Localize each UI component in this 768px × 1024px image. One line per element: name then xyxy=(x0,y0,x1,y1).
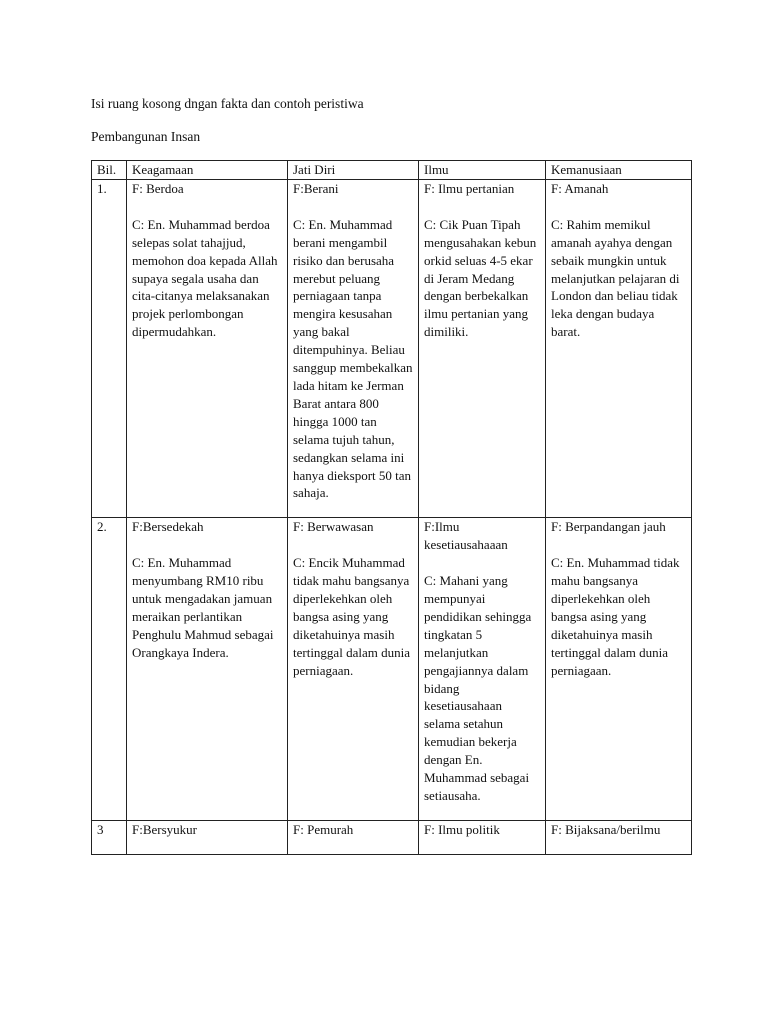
fact-text: F: Berdoa xyxy=(132,180,184,196)
header-kemanusiaan: Kemanusiaan xyxy=(546,161,692,180)
fact-text: F:Bersedekah xyxy=(132,519,204,535)
table-cell xyxy=(127,820,288,854)
section-subtitle: Pembangunan Insan xyxy=(91,129,201,144)
example-text: C: En. Muhammad berani mengambil risiko dan berusaha merebut peluang perniagaan tanpa mengira kesusahan yang bakal ditempuhinya. Beliau sanggup membekalkan lada hitam ke Jerman Barat antara 800 hingga 1000 tan selama tujuh tahun, sedangkan selama ini hanya dieksport 50 tan sahaja. xyxy=(293,216,413,501)
table-row xyxy=(92,179,692,517)
row-number: 2. xyxy=(92,518,127,821)
fact-text: F:Berani xyxy=(293,180,339,196)
table-cell xyxy=(419,179,546,517)
example-text: C: Cik Puan Tipah mengusahakan kebun orkid seluas 4-5 ekar di Jeram Medang dengan berbekalkan ilmu pertanian yang dimiliki. xyxy=(424,216,537,340)
table-row xyxy=(92,820,692,854)
example-text: C: En. Muhammad menyumbang RM10 ribu untuk mengadakan jamuan meraikan perlantikan Penghulu Mahmud sebagai Orangkaya Indera. xyxy=(132,555,274,660)
header-ilmu: Ilmu xyxy=(419,161,546,180)
table-cell xyxy=(127,518,288,821)
table-cell xyxy=(546,820,692,854)
table-cell xyxy=(127,179,288,517)
header-keagamaan: Keagamaan xyxy=(127,161,288,180)
example-text: C: En. Muhammad berdoa selepas solat tahajjud, memohon doa kepada Allah supaya segala usaha dan cita-citanya melaksanakan projek perlombongan dipermudahkan. xyxy=(132,216,278,340)
row-number: 1. xyxy=(92,179,127,517)
table-cell xyxy=(419,518,546,821)
pembangunan-insan-table xyxy=(91,160,692,855)
fact-text: F:Ilmu kesetiausahaaan xyxy=(424,519,508,553)
fact-text: F: Berpandangan jauh xyxy=(551,519,666,535)
fact-text: F: Ilmu politik xyxy=(424,821,500,837)
example-text: C: Encik Muhammad tidak mahu bangsanya diperlekehkan oleh bangsa asing yang diketahuinya masih tertinggal dalam dunia perniagaan. xyxy=(293,555,410,678)
table-cell xyxy=(288,518,419,821)
fact-text: F: Ilmu pertanian xyxy=(424,180,515,196)
table-cell xyxy=(288,179,419,517)
fact-text: F: Berwawasan xyxy=(293,519,374,535)
fact-text: F: Amanah xyxy=(551,180,609,196)
table-cell xyxy=(546,179,692,517)
fact-text: F: Pemurah xyxy=(293,821,354,837)
fact-text: F: Bijaksana/berilmu xyxy=(551,821,661,837)
header-jati-diri: Jati Diri xyxy=(288,161,419,180)
table-cell xyxy=(288,820,419,854)
header-bil: Bil. xyxy=(92,161,127,180)
example-text: C: Mahani yang mempunyai pendidikan sehingga tingkatan 5 melanjutkan pengajiannya dalam bidang kesetiausahaan selama setahun kemudian bekerja dengan En. Muhammad sebagai setiausaha. xyxy=(424,573,532,803)
table-cell xyxy=(419,820,546,854)
table-cell xyxy=(546,518,692,821)
instruction-text: Isi ruang kosong dngan fakta dan contoh peristiwa xyxy=(91,96,364,111)
table-header-row xyxy=(92,161,692,180)
fact-text: F:Bersyukur xyxy=(132,821,197,837)
table-row xyxy=(92,518,692,821)
example-text: C: En. Muhammad tidak mahu bangsanya diperlekehkan oleh bangsa asing yang diketahuinya masih tertinggal dalam dunia perniagaan. xyxy=(551,555,680,678)
example-text: C: Rahim memikul amanah ayahya dengan sebaik mungkin untuk melanjutkan pelajaran di London dan beliau tidak leka dengan budaya barat. xyxy=(551,216,680,340)
row-number: 3 xyxy=(92,820,127,854)
